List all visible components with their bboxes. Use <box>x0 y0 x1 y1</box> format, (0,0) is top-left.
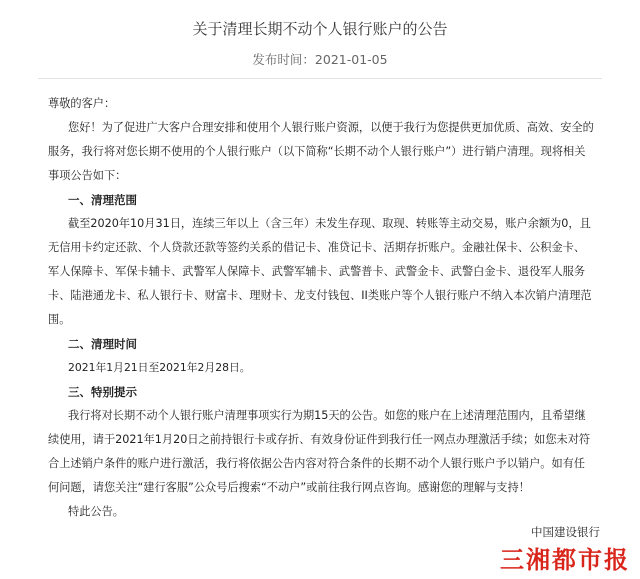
page-title: 关于清理长期不动个人银行账户的公告 <box>192 20 448 38</box>
notice-paragraph: 我行将对长期不动个人银行账户清理事项实行为期15天的公告。如您的账户在上述清理范围内，且希望继续使用，请于2021年1月20日之前持银行卡或存折、有效身份证件到我行任一网点办理激活手续；如您未对符合上述销户条件的账户进行激活，我行将依据公告内容对符合条件的长期不动个人银行账户予以销户。如有任何问题，请您关注“建行客服”公众号后搜索“不动户”或前往我行网点咨询。感谢您的理解与支持！ <box>48 409 591 494</box>
title-divider <box>38 78 602 79</box>
publish-time-label: 发布时间： <box>252 52 315 67</box>
scope-paragraph: 截至2020年10月31日，连续三年以上（含三年）未发生存现、取现、转账等主动交易，账户余额为0，且无信用卡约定还款、个人贷款还款等签约关系的借记卡、准贷记卡、活期存折账户。金融社保卡、公积金卡、军人保障卡、军保卡辅卡、武警军人保障卡、武警军辅卡、武警普卡、武警金卡、武警白金卡、退役军人服务卡、陆港通龙卡、私人银行卡、财富卡、理财卡、龙支付钱包、II类账户等个人银行账户不纳入本次销户清理范围。 <box>48 217 592 326</box>
section-heading-notice: 三、特别提示 <box>68 385 137 399</box>
notice-body <box>48 92 594 524</box>
time-paragraph: 2021年1月21日至2021年2月28日。 <box>68 361 251 374</box>
section-heading-time: 二、清理时间 <box>68 337 137 351</box>
intro-paragraph: 您好！为了促进广大客户合理安排和使用个人银行账户资源，以便于我行为您提供更加优质、高效、安全的服务，我行将对您长期不使用的个人银行账户（以下简称“长期不动个人银行账户”）进行销户清理。现将相关事项公告如下： <box>48 121 594 182</box>
publish-time-value: 2021-01-05 <box>314 52 388 67</box>
section-heading-scope: 一、清理范围 <box>68 193 137 207</box>
newspaper-watermark: 三湘都市报 <box>500 546 630 574</box>
publish-time <box>0 50 640 68</box>
bank-signature: 中国建设银行 <box>531 525 600 539</box>
closing-line: 特此公告。 <box>68 505 124 518</box>
salutation: 尊敬的客户： <box>48 97 116 110</box>
